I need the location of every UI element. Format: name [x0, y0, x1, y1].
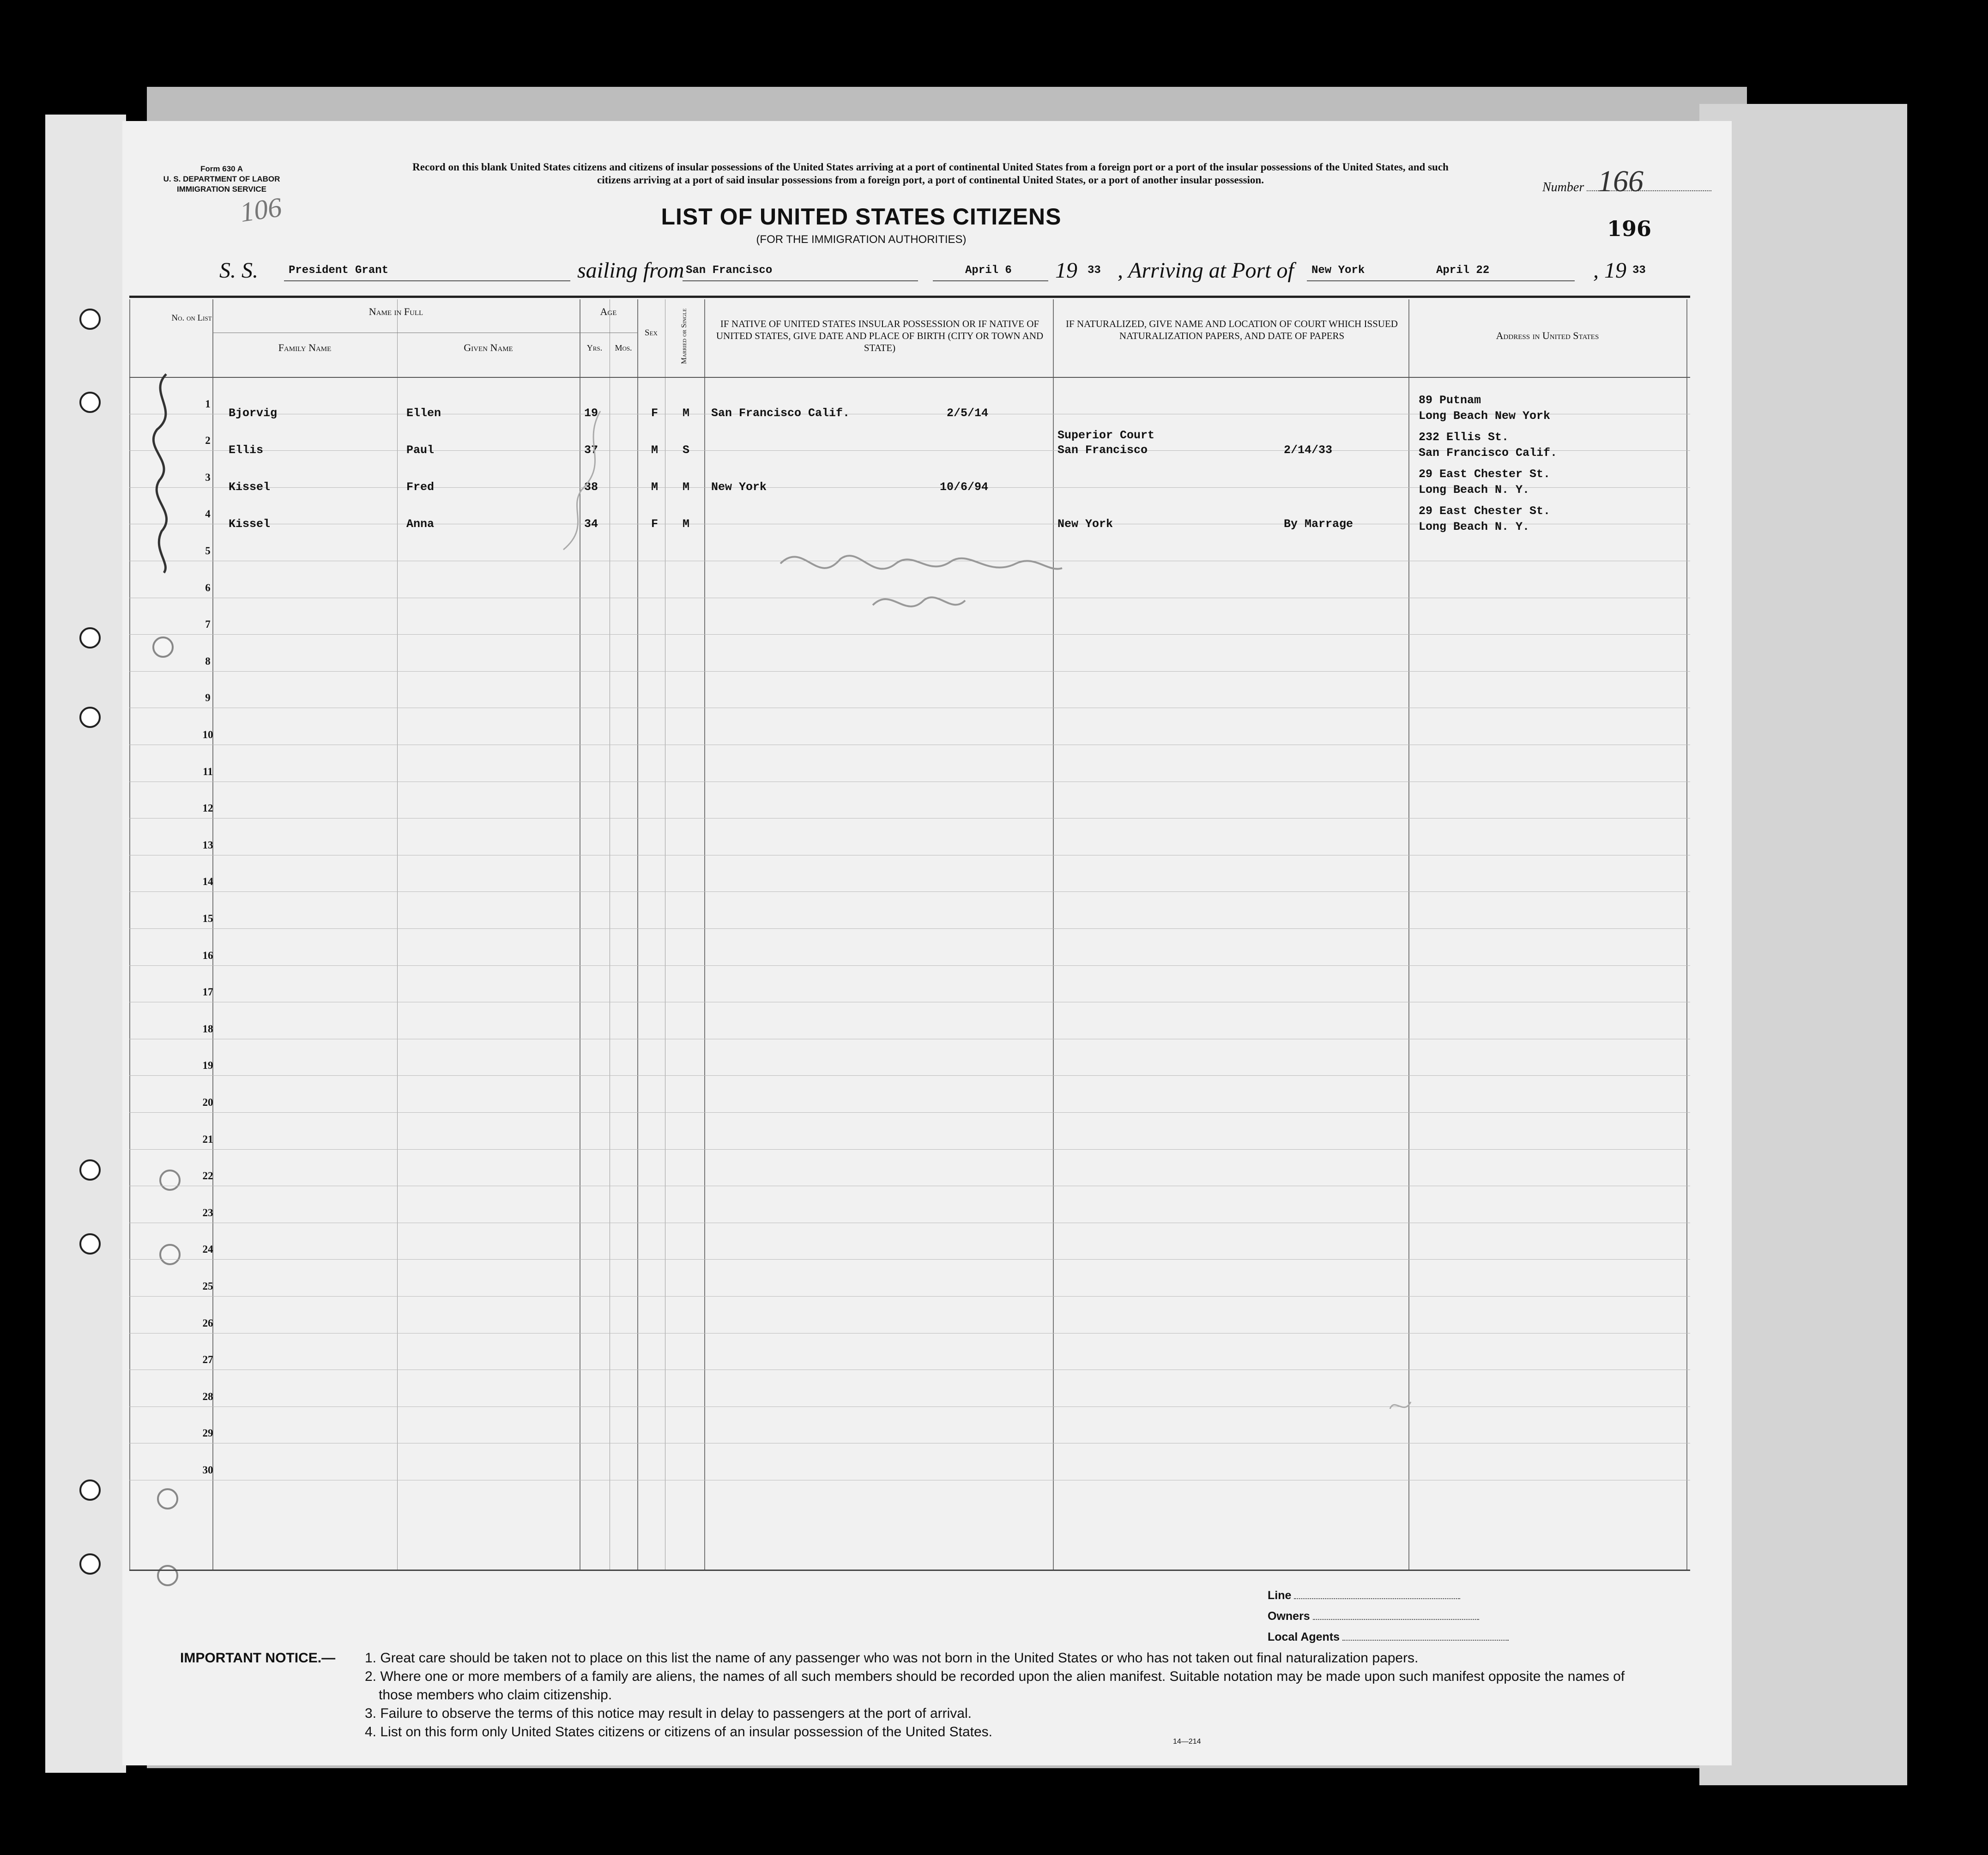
stamped-page-number: 196	[1607, 216, 1652, 241]
binder-hole-icon	[79, 1159, 101, 1181]
column-header-marital	[665, 299, 704, 373]
column-divider	[1686, 299, 1687, 1570]
row-line	[129, 671, 1690, 672]
owners-field	[1268, 1610, 1509, 1623]
arrival-port: New York	[1311, 264, 1365, 277]
column-header-address: Address in United States	[1496, 330, 1599, 341]
given-name: Ellen	[406, 406, 441, 420]
row-line	[129, 965, 1690, 966]
row-line	[129, 928, 1690, 929]
marital-status: M	[683, 517, 690, 531]
line-field	[1268, 1589, 1509, 1602]
age-years: 34	[584, 517, 598, 531]
row-line	[129, 1259, 1690, 1260]
row-line	[129, 1149, 1690, 1150]
ss-label: S. S.	[219, 258, 258, 283]
address-line-1: 29 East Chester St.	[1419, 504, 1551, 518]
row-number: 21	[202, 1133, 213, 1145]
notice-heading: IMPORTANT NOTICE.—	[180, 1650, 336, 1666]
notice-item: 1. Great care should be taken not to place on this list the name of any passenger who was not born in the United States or who has not taken out final naturalization papers.	[365, 1650, 1419, 1666]
family-name: Kissel	[229, 480, 271, 494]
signature-fields	[1268, 1589, 1509, 1651]
notice-item: 4. List on this form only United States citizens or citizens of an insular possession of the United States.	[365, 1724, 993, 1740]
agents-label: Local Agents	[1268, 1631, 1340, 1643]
column-header-sex: Sex	[645, 328, 658, 338]
ship-name-line	[284, 280, 570, 281]
given-name: Paul	[406, 443, 435, 457]
row-number: 20	[202, 1097, 213, 1108]
address-line-2: Long Beach N. Y.	[1419, 520, 1530, 533]
column-divider	[637, 299, 638, 1570]
row-number: 28	[202, 1390, 213, 1402]
row-line	[129, 1112, 1690, 1113]
row-number: 10	[202, 729, 213, 740]
column-divider	[704, 299, 705, 1570]
notice-item: 3. Failure to observe the terms of this notice may result in delay to passengers at the port of arrival.	[365, 1706, 972, 1721]
department-name: U. S. DEPARTMENT OF LABOR	[163, 175, 280, 183]
binding-margin	[45, 115, 126, 1773]
row-number: 12	[202, 802, 213, 814]
year-prefix-1: 19	[1055, 258, 1077, 283]
row-number: 1	[205, 398, 211, 410]
birth-date: 2/5/14	[947, 406, 989, 420]
row-number: 27	[202, 1354, 213, 1366]
column-header-age: Age	[600, 306, 617, 317]
column-divider	[1408, 299, 1409, 1570]
column-header-birth: IF NATIVE OF UNITED STATES INSULAR POSSESSION OR IF NATIVE OF UNITED STATES, GIVE DATE AND PLACE OF BIRTH (CITY OR TOWN AND STATE)	[716, 318, 1044, 353]
row-number: 5	[205, 545, 211, 557]
pencil-mark-icon	[1385, 1395, 1418, 1418]
ship-name: President Grant	[289, 264, 389, 277]
sailing-from-port: San Francisco	[686, 264, 773, 277]
address-line-2: Long Beach New York	[1419, 409, 1551, 423]
sex: F	[651, 406, 659, 420]
column-header-family-name: Family Name	[278, 342, 332, 353]
pencil-check-icon	[554, 406, 619, 554]
page-title: LIST OF UNITED STATES CITIZENS	[661, 204, 1062, 230]
court-name: Superior Court	[1057, 429, 1155, 442]
row-number: 23	[202, 1206, 213, 1218]
row-number: 11	[203, 765, 213, 777]
row-number: 3	[205, 471, 211, 483]
form-code: 14—214	[1173, 1738, 1201, 1746]
row-number: 15	[202, 913, 213, 924]
agents-field	[1268, 1631, 1509, 1644]
row-line	[129, 1296, 1690, 1297]
column-header-naturalized: IF NATURALIZED, GIVE NAME AND LOCATION OF COURT WHICH ISSUED NATURALIZATION PAPERS, AND DATE OF PAPERS	[1066, 318, 1398, 341]
table-bottom-rule	[129, 1570, 1690, 1571]
address-line-1: 232 Ellis St.	[1419, 430, 1509, 444]
row-line	[129, 1333, 1690, 1334]
birth-place: San Francisco Calif.	[711, 406, 850, 420]
owners-blank	[1313, 1619, 1479, 1620]
row-number: 9	[205, 692, 211, 704]
age-years: 19	[584, 406, 598, 420]
departure-date: April 6	[965, 264, 1012, 277]
pencil-notation-icon	[776, 536, 1071, 628]
column-divider	[1053, 299, 1054, 1570]
birth-place: New York	[711, 480, 767, 494]
column-header-yrs: Yrs.	[586, 343, 603, 352]
sailing-from-label: sailing from	[577, 258, 684, 283]
binder-hole-icon	[79, 1479, 101, 1501]
court-date: By Marrage	[1284, 517, 1354, 531]
binder-hole-icon	[79, 392, 101, 413]
court-name: New York	[1057, 517, 1113, 531]
marital-status: S	[683, 443, 690, 457]
row-number: 8	[205, 655, 211, 667]
line-blank	[1294, 1598, 1460, 1599]
row-line	[129, 634, 1690, 635]
column-header-no: No. on List	[171, 313, 212, 323]
sex: M	[651, 443, 659, 457]
row-number: 18	[202, 1023, 213, 1035]
age-years: 37	[584, 443, 598, 457]
column-header-name: Name in Full	[369, 306, 423, 317]
row-number: 14	[202, 876, 213, 888]
record-instructions: Record on this blank United States citizens and citizens of insular possessions of the United States arriving at a port of continental United States from a foreign port or a port of the insular possessions of the United States, and such citizens arriving at a port of said insular possessions from a foreign port, a port of continental United States, or a port of another insular possession.	[412, 161, 1449, 186]
sex: F	[651, 517, 659, 531]
row-line	[129, 1406, 1690, 1407]
marital-header-text: Married or Single	[680, 308, 689, 364]
row-number: 7	[205, 618, 211, 630]
margin-scribble-icon	[139, 365, 189, 577]
row-number: 2	[205, 435, 211, 447]
header-bottom-line	[129, 377, 1690, 378]
address-line-2: Long Beach N. Y.	[1419, 483, 1530, 497]
row-number: 22	[202, 1170, 213, 1182]
handwritten-list-number: 166	[1598, 164, 1644, 198]
year-prefix-2-text: 19	[1604, 258, 1626, 283]
year-prefix-2: , 19	[1593, 258, 1626, 283]
arriving-label-text: Arriving at Port of	[1128, 258, 1294, 283]
form-number: Form 630 A	[200, 164, 243, 173]
row-number: 29	[202, 1427, 213, 1439]
departure-date-line	[933, 280, 1048, 281]
number-label: Number	[1542, 180, 1584, 194]
family-name: Kissel	[229, 517, 271, 531]
family-name: Ellis	[229, 443, 264, 457]
line-label: Line	[1268, 1589, 1292, 1602]
binder-hole-icon	[79, 1233, 101, 1255]
binder-hole-icon	[79, 627, 101, 649]
row-number: 6	[205, 582, 211, 594]
column-header-mos: Mos.	[615, 343, 632, 352]
marital-status: M	[683, 480, 690, 494]
row-number: 25	[202, 1280, 213, 1292]
binder-hole-icon	[79, 1553, 101, 1575]
year-suffix-1: 33	[1088, 264, 1101, 277]
column-divider	[397, 299, 398, 1570]
marital-status: M	[683, 406, 690, 420]
arrival-port-line	[1307, 280, 1575, 281]
court-date: 2/14/33	[1284, 443, 1333, 457]
service-name: IMMIGRATION SERVICE	[177, 185, 266, 194]
sex: M	[651, 480, 659, 494]
column-divider	[129, 299, 130, 1570]
owners-label: Owners	[1268, 1610, 1310, 1623]
row-line	[129, 891, 1690, 892]
handwritten-margin-number: 106	[238, 192, 284, 228]
given-name: Anna	[406, 517, 435, 531]
court-location: San Francisco	[1057, 443, 1148, 457]
binder-hole-icon	[79, 309, 101, 330]
page-subtitle: (FOR THE IMMIGRATION AUTHORITIES)	[756, 233, 967, 246]
row-number: 30	[202, 1464, 213, 1476]
address-line-1: 29 East Chester St.	[1419, 467, 1551, 481]
address-line-1: 89 Putnam	[1419, 394, 1481, 407]
notice-item: 2. Where one or more members of a family are aliens, the names of all such members should be recorded upon the alien manifest. Suitable notation may be made upon such manifest opposite the names of those members who claim citizenship.	[365, 1669, 1625, 1703]
row-number: 24	[202, 1243, 213, 1255]
row-line	[129, 1075, 1690, 1076]
column-divider	[212, 299, 213, 1570]
row-number: 26	[202, 1317, 213, 1329]
row-number: 4	[205, 508, 211, 520]
birth-date: 10/6/94	[940, 480, 989, 494]
age-years: 38	[584, 480, 598, 494]
arriving-label: , Arriving at Port of	[1118, 258, 1294, 283]
row-number: 19	[202, 1060, 213, 1072]
agents-blank	[1342, 1640, 1509, 1641]
notice-list	[365, 1649, 1658, 1741]
row-number: 16	[202, 949, 213, 961]
year-suffix-2: 33	[1632, 264, 1646, 277]
family-name: Bjorvig	[229, 406, 278, 420]
row-number: 17	[202, 986, 213, 998]
header-rule	[129, 296, 1690, 298]
address-line-2: San Francisco Calif.	[1419, 446, 1558, 460]
row-number: 13	[202, 839, 213, 851]
sailing-from-line	[683, 280, 918, 281]
binder-hole-icon	[79, 707, 101, 728]
given-name: Fred	[406, 480, 435, 494]
arrival-date: April 22	[1436, 264, 1490, 277]
column-header-given-name: Given Name	[464, 342, 513, 353]
form-identifier	[152, 164, 291, 194]
